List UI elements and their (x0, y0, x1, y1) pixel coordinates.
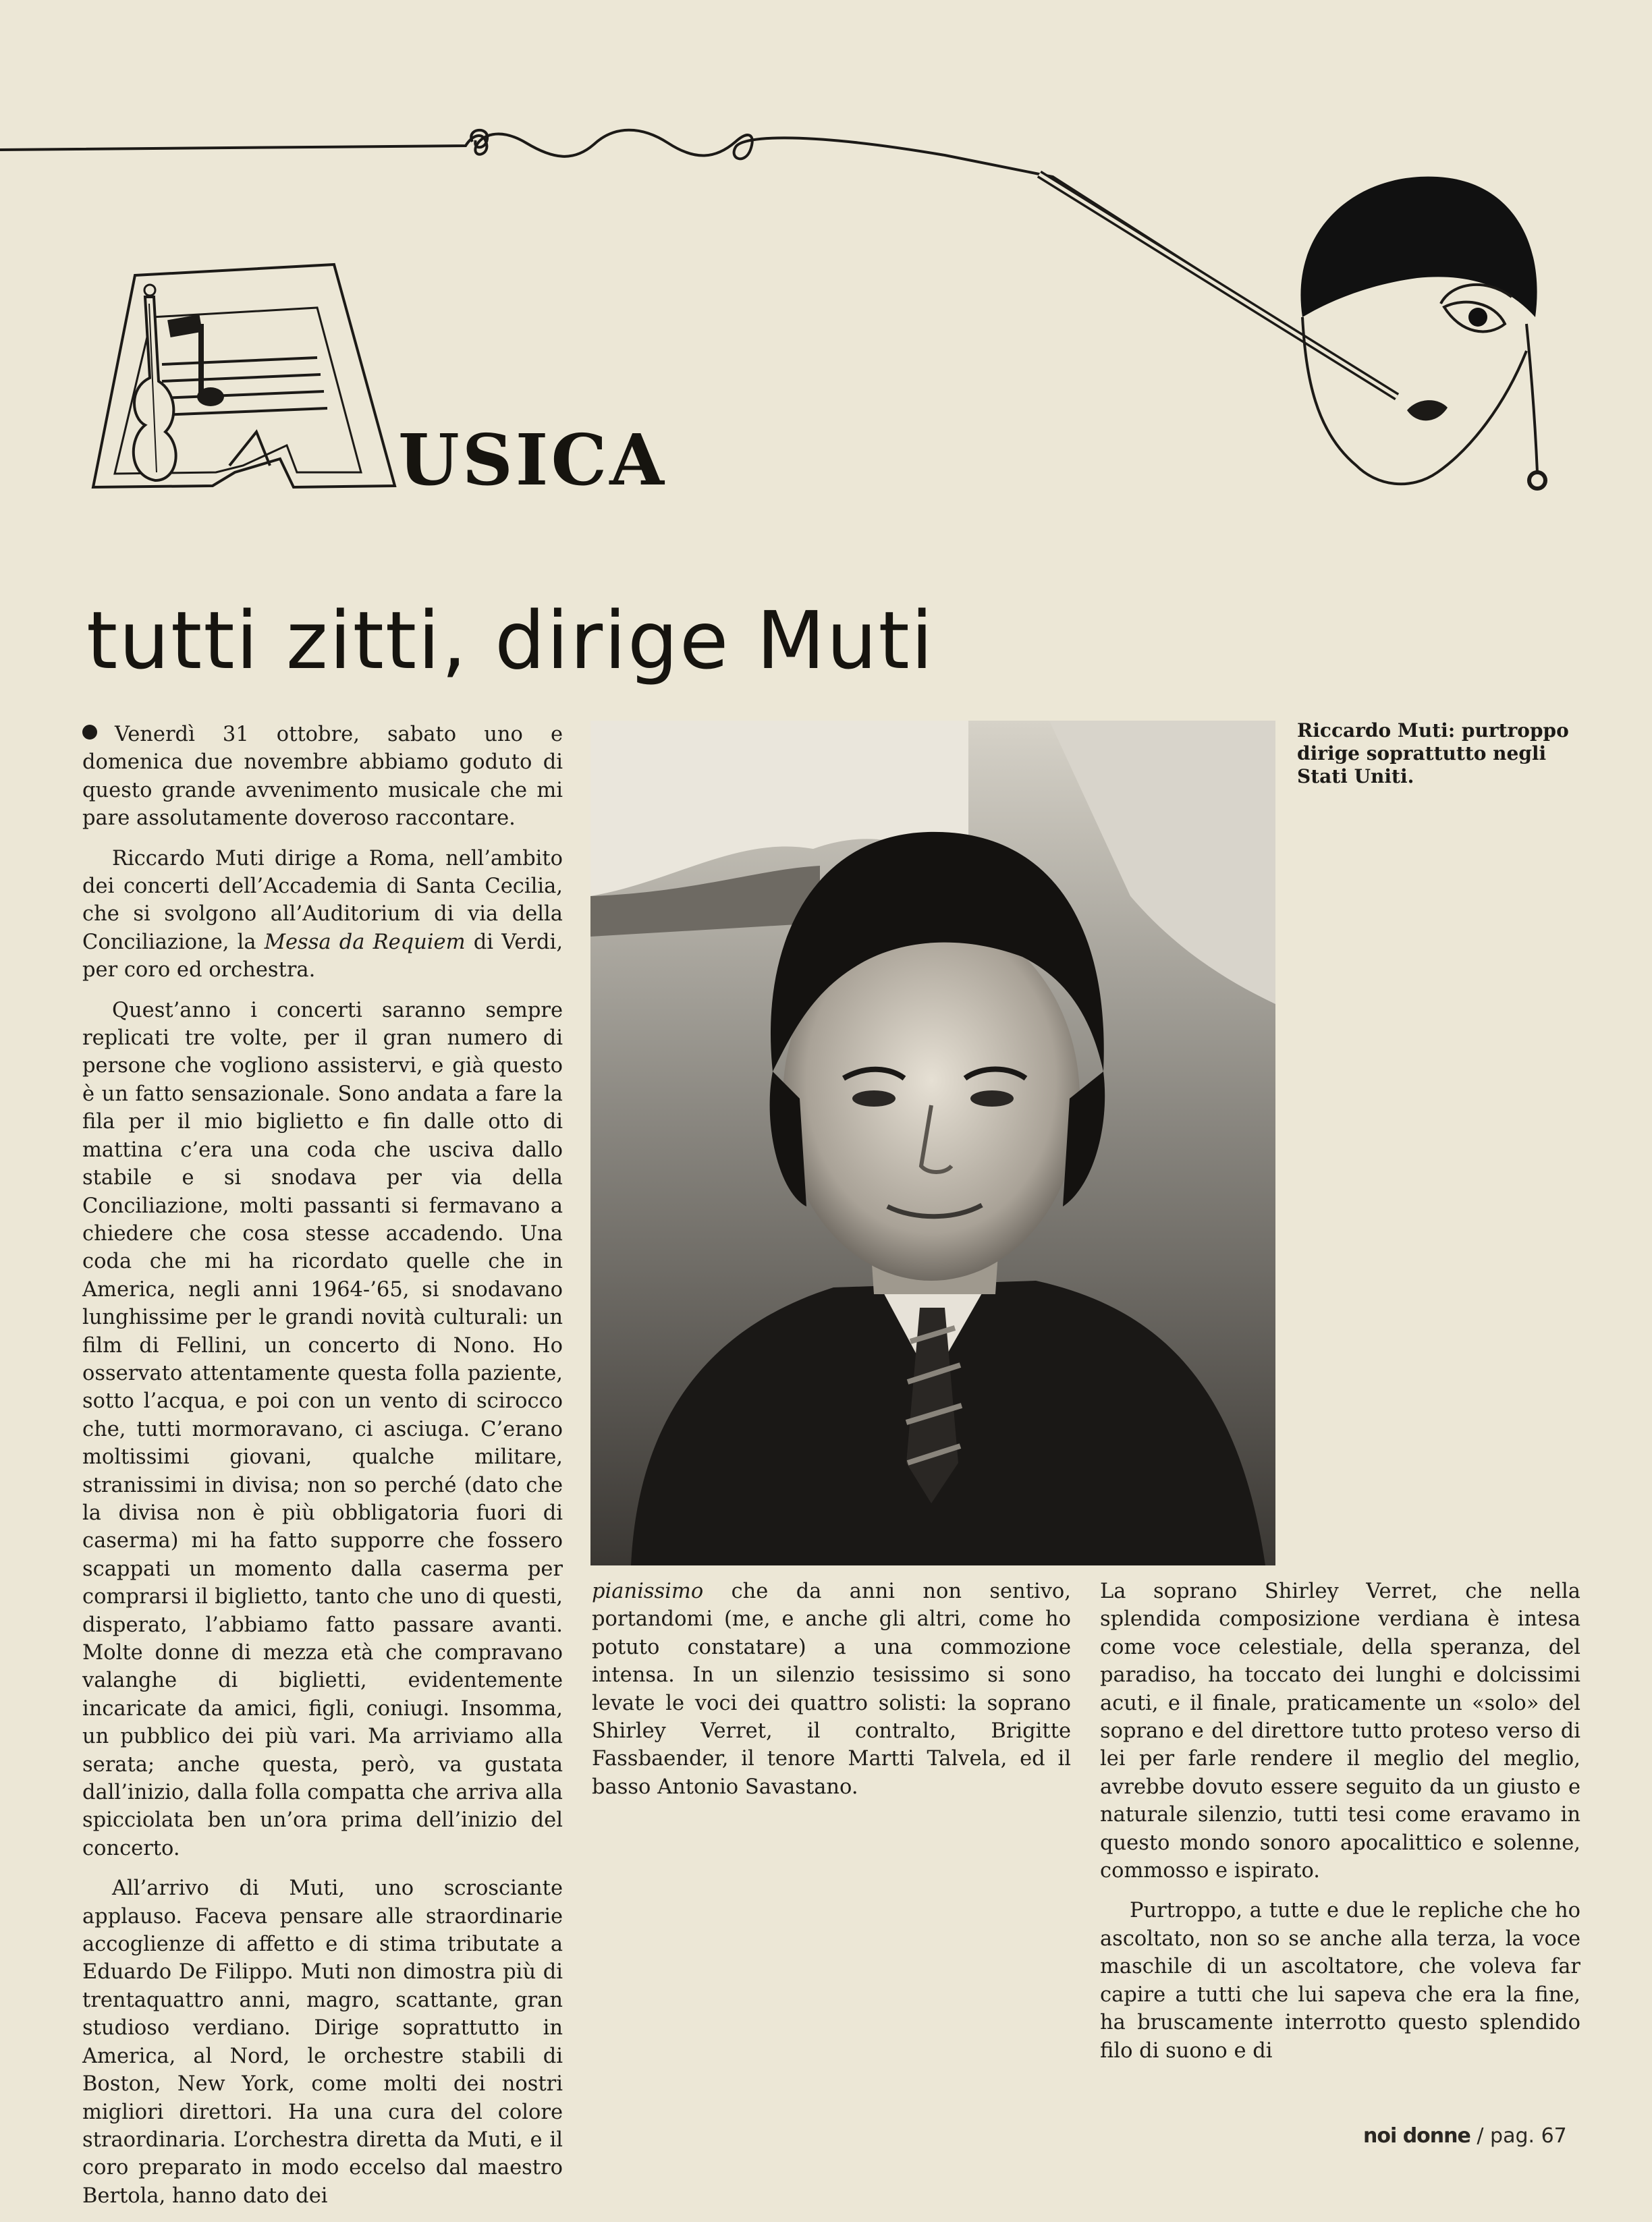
paragraph: Riccardo Muti dirige a Roma, nell’ambito dei concerti dell’Accademia di Santa Cecilia, che si svolgono all’Auditorium di via della Conciliazione, la Messa da Requiem di Verdi, per coro ed orchestra. (82, 846, 563, 982)
text-column-2 (592, 1578, 1071, 1813)
musica-logo-m (93, 265, 395, 487)
lips-icon (1407, 400, 1448, 420)
page-footer (1363, 2124, 1567, 2148)
header-illustration (0, 0, 1652, 580)
bullet-icon (82, 725, 97, 740)
paragraph: Purtroppo, a tutte e due le repliche che ho ascoltato, non so se anche alla terza, la voce maschile di un ascoltatore, che voleva far capire a tutti che lui sapeva che era la fine, ha bruscamente interrotto questo splendido filo di suono e di (1100, 1899, 1580, 2063)
portrait-image (590, 721, 1275, 1565)
text-column-3 (1100, 1578, 1580, 2077)
page-number: pag. 67 (1490, 2124, 1567, 2148)
conductor-photo (590, 721, 1275, 1565)
paragraph-continued: pianissimo che da anni non sentivo, portandomi (me, e anche gli altri, come ho potuto constatare) a una commozione intensa. In un silenzio tesissimo si sono levate le voci dei quattro solisti: la soprano Shirley Verret, il contralto, Brigitte Fassbaender, il tenore Martti Talvela, ed il basso Antonio Savastano. (592, 1580, 1071, 1799)
footer-separator: / (1477, 2124, 1484, 2148)
section-heading: USICA (398, 418, 667, 501)
text-column-1 (82, 721, 563, 2222)
black-cap (1300, 177, 1537, 317)
paragraph: La soprano Shirley Verret, che nella splendida composizione verdiana è intesa come voce celestiale, della speranza, del paradiso, ha toccato dei lunghi e dolcissimi acuti, e il finale, praticamente un «solo» del soprano e del direttore tutto proteso verso di lei per farle rendere il meglio del meglio, avrebbe dovuto essere seguito da un giusto e naturale silenzio, tutti tesi come eravamo in questo mondo sonoro apocalittico e solenne, commosso e ispirato. (1100, 1580, 1580, 1883)
magazine-name: noi donne (1363, 2124, 1470, 2148)
paragraph: Quest’anno i concerti saranno sempre replicati tre volte, per il gran numero di persone che vogliono assistervi, e già questo è un fatto sensazionale. Sono andata a fare la fila per il mio biglietto e fin dalle otto di mattina c’era una coda che usciva dallo stabile e si snodava per via della Conciliazione, molti passanti si fermavano a chiedere che cosa stesse accadendo. Una coda che mi ha ricordato quelle che in America, negli anni 1964-’65, si snodavano lunghissime per le grandi novità culturali: un film di Fellini, un concerto di Nono. Ho osservato attentamente questa folla paziente, sotto l’acqua, e poi con un vento di scirocco che, tutti mormoravano, ci asciuga. C’erano moltissimi giovani, qualche militare, stranissimi in divisa; non so perché (dato che la divisa non è più obbligatoria fuori di caserma) mi ha fatto supporre che fossero scappati un momento dalla caserma per comprarsi il biglietto, tanto che uno di questi, disperato, l’abbiamo fatto passare avanti. Molte donne di mezza età che compravano valanghe di biglietti, evidentemente incaricate da amici, figli, coniugi. Insomma, un pubblico dei più vari. Ma arriviamo alla serata; anche questa, però, va gustata dall’inizio, dalla folla compatta che arriva alla spicciolata ben un’ora prima dell’inizio del concerto. (82, 998, 563, 1860)
paragraph: All’arrivo di Muti, uno scrosciante applauso. Faceva pensare alle straordinarie accoglienze di affetto e di stima tributate a Eduardo De Filippo. Muti non dimostra più di trentaquattro anni, magro, scattante, gran studioso verdiano. Dirige soprattutto in America, al Nord, le orchestre stabili di Boston, New York, come molti dei nostri migliori direttori. Ha una cura del colore straordinaria. L’orchestra diretta da Muti, e il coro preparato in modo eccelso dal maestro Bertola, hanno dato dei (82, 1877, 563, 2208)
paragraph: Venerdì 31 ottobre, sabato uno e domenica due novembre abbiamo goduto di questo grande avvenimento musicale che mi pare assolutamente doveroso raccontare. (82, 723, 563, 831)
woman-face-illustration (1300, 177, 1545, 489)
article-title: tutti zitti, dirige Muti (86, 594, 935, 687)
photo-caption: Riccardo Muti: purtroppo dirige soprattutto negli Stati Uniti. (1297, 719, 1569, 787)
